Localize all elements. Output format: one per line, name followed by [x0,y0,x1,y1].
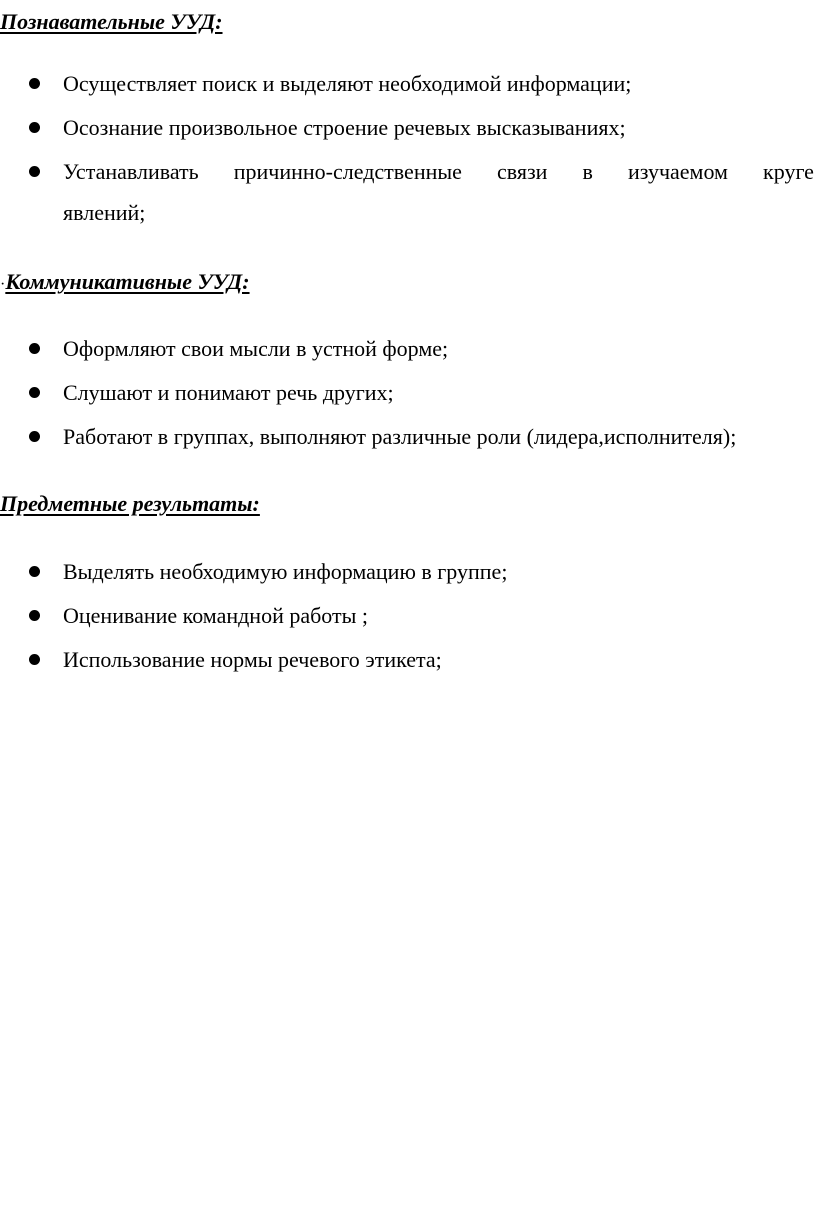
heading-subject-results-text: Предметные результаты: [0,491,260,516]
bullet-icon [29,343,40,354]
list-item-continuation: явлений; [63,200,146,225]
word: круге [763,159,814,184]
word: изучаемом [627,159,728,184]
bullet-icon [29,610,40,621]
list-item-text: Оформляют свои мысли в устной форме; [63,336,449,361]
list-item-text: Оценивание командной работы ; [63,603,369,628]
bullet-icon [29,78,40,89]
heading-prefix: · [0,276,6,293]
word: в [582,159,593,184]
bullet-icon [29,431,40,442]
bullet-icon [29,122,40,133]
list-item-text: Использование нормы речевого этикета; [63,647,442,672]
bullet-icon [29,166,40,177]
heading-subject-results [0,490,260,518]
list-item-text: Слушают и понимают речь других; [63,380,394,405]
bullet-icon [29,654,40,665]
heading-cognitive [0,8,223,36]
list-item-text: Выделять необходимую информацию в группе; [63,559,508,584]
word: связи [496,159,548,184]
list-item-text-justified [63,158,814,186]
heading-communicative-text: Коммуникативные УУД: [5,269,250,294]
list-item-text: Работают в группах, выполняют различные роли (лидера,исполнителя); [63,424,737,449]
word: Устанавливать [63,159,199,184]
list-item-text: Осознание произвольное строение речевых высказываниях; [63,115,626,140]
list-item-text: Осуществляет поиск и выделяют необходимой информации; [63,71,632,96]
bullet-icon [29,387,40,398]
bullet-icon [29,566,40,577]
heading-cognitive-text: Познавательные УУД: [0,9,223,34]
heading-communicative [0,268,250,299]
word: причинно-следственные [233,159,462,184]
